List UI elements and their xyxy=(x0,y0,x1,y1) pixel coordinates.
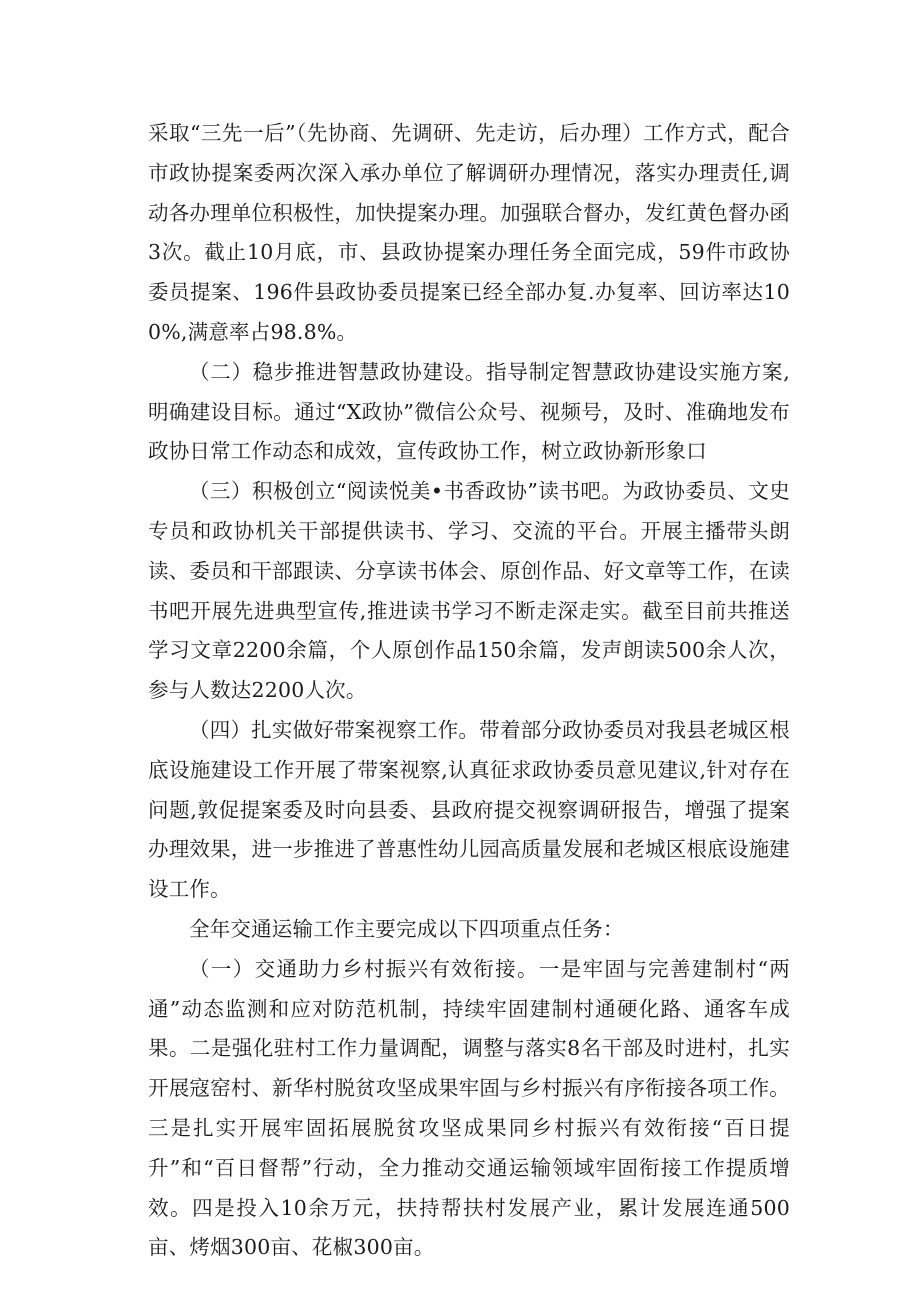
paragraph-2: （二）稳步推进智慧政协建设。指导制定智慧政协建设实施方案,明确建设目标。通过“X政协”微信公众号、视频号，及时、准确地发布政协日常工作动态和成效，宣传政协工作，树立政协新形象口 xyxy=(148,359,790,464)
paragraph-5: 全年交通运输工作主要完成以下四项重点任务： xyxy=(189,916,624,941)
paragraph-6: （一）交通助力乡村振兴有效衔接。一是牢固与完善建制村“两通”动态监测和应对防范机制，持续牢固建制村通硬化路、通客车成果。二是强化驻村工作力量调配，调整与落实8名干部及时进村，扎实开展寇窑村、新华村脱贫攻坚成果牢固与乡村振兴有序衔接各项工作。三是扎实开展牢固拓展脱贫攻坚成果同乡村振兴有效衔接“百日提升”和“百日督帮”行动，全力推动交通运输领域牢固衔接工作提质增效。四是投入10余万元，扶持帮扶村发展产业，累计发展连通500亩、烤烟300亩、花椒300亩。 xyxy=(148,956,790,1260)
paragraph-1: 采取“三先一后”（先协商、先调研、先走访，后办理）工作方式，配合市政协提案委两次深入承办单位了解调研办理情况，落实办理责任,调动各办理单位积极性，加快提案办理。加强联合督办，发红黄色督办函3次。截止10月底，市、县政协提案办理任务全面完成，59件市政协委员提案、196件县政协委员提案已经全部办复.办复率、回访率达100%,满意率占98.8%。 xyxy=(148,121,790,344)
paragraph-3: （三）积极创立“阅读悦美•书香政协”读书吧。为政协委员、文史专员和政协机关干部提供读书、学习、交流的平台。开展主播带头朗读、委员和干部跟读、分享读书体会、原创作品、好文章等工作，在读书吧开展先进典型宣传,推进读书学习不断走深走实。截至目前共推送学习文章2200余篇，个人原创作品150余篇，发声朗读500余人次，参与人数达2200人次。 xyxy=(148,479,790,703)
paragraph-4: （四）扎实做好带案视察工作。带着部分政协委员对我县老城区根底设施建设工作开展了带案视察,认真征求政协委员意见建议,针对存在问题,敦促提案委及时向县委、县政府提交视察调研报告，增强了提案办理效果，进一步推进了普惠性幼儿园高质量发展和老城区根底设施建设工作。 xyxy=(148,717,790,902)
document-body xyxy=(148,114,790,1268)
